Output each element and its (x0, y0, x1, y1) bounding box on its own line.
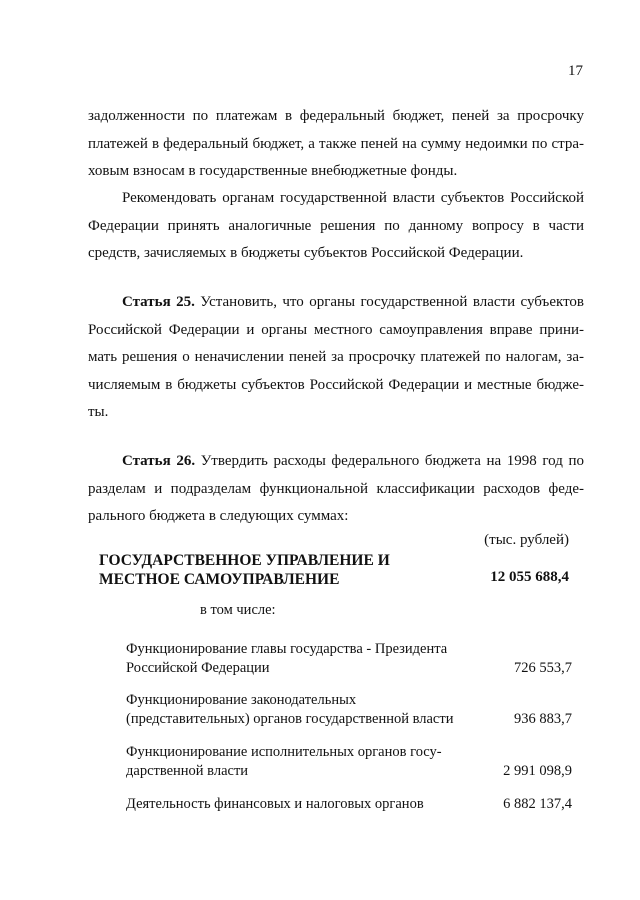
text-line: числяемым в бюджеты субъектов Российской Федерации и местные бюдже- (88, 376, 584, 393)
article-label: Статья 26. (122, 453, 196, 469)
text-line: Федерации принять аналогичные решения по данному вопросу в части (88, 217, 584, 234)
text-line: мать решения о неначислении пеней за просрочку платежей по налогам, за- (88, 349, 584, 365)
budget-item-label: Функционирование законодательных (представительных) органов государственной власти (126, 692, 454, 727)
budget-item-amount: 936 883,7 (514, 711, 572, 727)
budget-item-amount: 6 882 137,4 (503, 796, 572, 812)
text-line: рального бюджета в следующих суммах: (88, 508, 349, 524)
text-line: платежей в федеральный бюджет, а также пеней на сумму недоимки по стра- (88, 135, 584, 152)
article-first-line (88, 289, 584, 317)
paragraph-recommendation (88, 185, 584, 268)
article-first-line (88, 448, 584, 476)
article-text: Утвердить расходы федерального бюджета на 1998 год по (195, 453, 584, 469)
text-line: задолженности по платежам в федеральный бюджет, пеней за просрочку (88, 108, 584, 124)
budget-item (126, 743, 586, 781)
budget-item-label: Деятельность финансовых и налоговых органов (126, 796, 424, 812)
budget-item-label: Функционирование исполнительных органов госу-дарственной власти (126, 744, 442, 779)
article-26 (88, 448, 584, 531)
budget-item (126, 640, 586, 678)
page-number: 17 (568, 63, 583, 79)
units-note: (тыс. рублей) (484, 532, 569, 548)
section-total: 12 055 688,4 (490, 569, 569, 585)
budget-item-label: Функционирование главы государства - Президента Российской Федерации (126, 641, 448, 676)
article-label: Статья 25. (122, 294, 195, 310)
budget-item (126, 691, 586, 729)
article-text: Установить, что органы государственной власти субъектов (194, 294, 585, 310)
text-line: ховым взносам в государственные внебюджетные фонды. (88, 163, 458, 179)
text-line: разделам и подразделам функциональной классификации расходов феде- (88, 480, 584, 497)
article-25 (88, 289, 584, 427)
section-title: ГОСУДАРСТВЕННОЕ УПРАВЛЕНИЕ И МЕСТНОЕ САМОУПРАВЛЕНИЕ (99, 552, 390, 588)
text-line: средств, зачисляемых в бюджеты субъектов Российской Федерации. (88, 245, 524, 261)
budget-item-amount: 2 991 098,9 (503, 763, 572, 779)
budget-item-amount: 726 553,7 (514, 660, 572, 676)
budget-item (126, 795, 586, 814)
paragraph-continuation (88, 103, 584, 186)
text-line: Рекомендовать органам государственной власти субъектов Российской (122, 190, 584, 206)
text-line: ты. (88, 404, 109, 420)
including-label: в том числе: (200, 602, 276, 618)
text-line: Российской Федерации и органы местного самоуправления вправе прини- (88, 321, 584, 338)
